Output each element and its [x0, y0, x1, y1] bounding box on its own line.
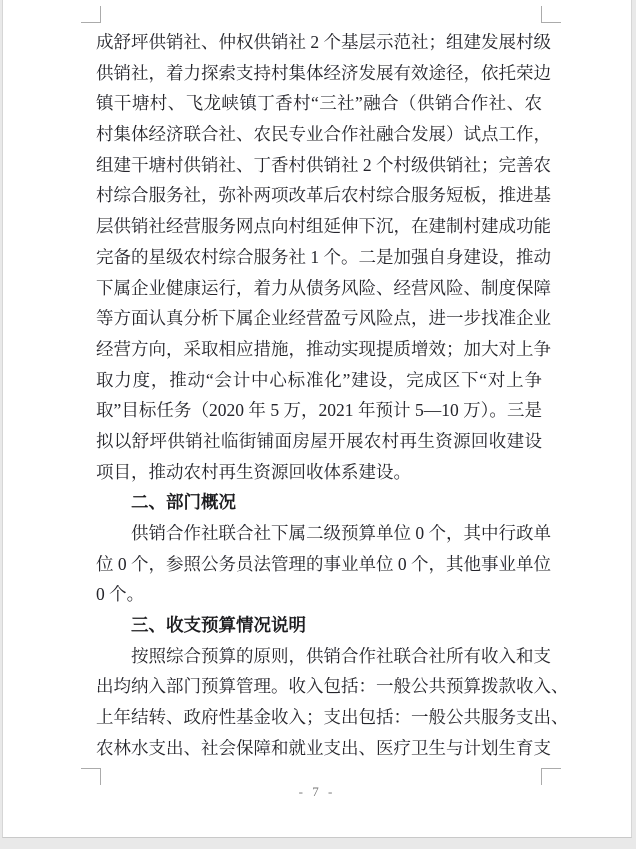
section-heading-3: 三、收支预算情况说明	[131, 615, 306, 636]
crop-mark-bottom-right	[541, 768, 561, 785]
body-text-line: 下属企业健康运行，着力从债务风险、经营风险、制度保障	[96, 277, 551, 298]
crop-mark-top-left	[81, 6, 101, 23]
body-text-line: 按照综合预算的原则，供销合作社联合社所有收入和支	[131, 645, 551, 666]
body-text-line: 取”目标任务（2020 年 5 万，2021 年预计 5—10 万）。三是	[96, 400, 542, 421]
body-text-line: 位 0 个，参照公务员法管理的事业单位 0 个，其他事业单位	[96, 553, 551, 574]
body-text-line: 村集体经济联合社、农民专业合作社融合发展）试点工作，	[96, 124, 551, 145]
body-text-line: 组建干塘村供销社、丁香村供销社 2 个村级供销社；完善农	[96, 154, 551, 175]
body-text-line: 供销合作社联合社下属二级预算单位 0 个，其中行政单	[131, 523, 551, 543]
body-text-line: 项目，推动农村再生资源回收体系建设。	[96, 461, 411, 482]
page-text-block	[96, 27, 569, 764]
body-text-line: 村综合服务社，弥补两项改革后农村综合服务短板，推进基	[96, 185, 551, 206]
body-text-line: 供销社，着力探索支持村集体经济发展有效途径，依托荣边	[96, 62, 551, 83]
document-page	[2, 0, 632, 838]
body-text-line: 成舒坪供销社、仲权供销社 2 个基层示范社；组建发展村级	[96, 32, 551, 52]
crop-mark-top-right	[541, 6, 561, 23]
body-text-line: 上年结转、政府性基金收入；支出包括：一般公共服务支出、	[96, 707, 569, 728]
body-text-line: 取力度，推动“会计中心标准化”建设，完成区下“对上争	[96, 369, 542, 390]
section-heading-2: 二、部门概况	[131, 492, 236, 513]
body-text-line: 镇干塘村、飞龙峡镇丁香村“三社”融合（供销合作社、农	[96, 93, 542, 114]
body-text-line: 经营方向，采取相应措施，推动实现提质增效；加大对上争	[96, 338, 551, 359]
page-number: - 7 -	[298, 784, 336, 799]
body-text-line: 层供销社经营服务网点向村组延伸下沉，在建制村建成功能	[96, 216, 551, 237]
body-text-line: 完备的星级农村综合服务社 1 个。二是加强自身建设，推动	[96, 246, 551, 267]
body-text-line: 出均纳入部门预算管理。收入包括：一般公共预算拨款收入、	[96, 676, 569, 697]
body-text-line: 农林水支出、社会保障和就业支出、医疗卫生与计划生育支	[96, 737, 551, 758]
body-text-line: 等方面认真分析下属企业经营盈亏风险点，进一步找准企业	[96, 308, 551, 329]
body-text-line: 拟以舒坪供销社临街铺面房屋开展农村再生资源回收建设	[96, 430, 542, 451]
body-text-line: 0 个。	[96, 584, 145, 605]
crop-mark-bottom-left	[81, 768, 101, 785]
